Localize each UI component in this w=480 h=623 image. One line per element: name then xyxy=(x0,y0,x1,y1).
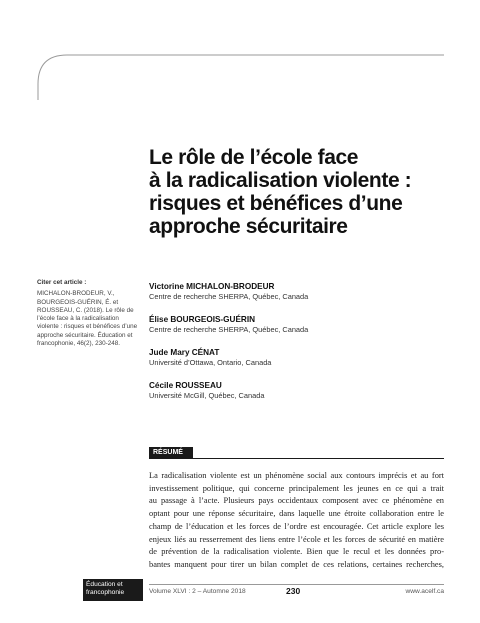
abstract-line: de prévention de la radicalisation violente. Bien que le recul et les données pro- xyxy=(149,547,444,557)
footer-rule xyxy=(149,584,444,585)
abstract-line: enjeux liés au resserrement des liens entre l’école et les forces de sécurité en matière xyxy=(149,534,444,544)
author-entry xyxy=(149,281,449,302)
citation-text: MICHALON-BRODEUR, V., BOURGEOIS-GUÉRIN, É. et ROUSSEAU, C. (2018). Le rôle de l’école face à la radicalisation violente : risques et bénéfices d’une approche sécuritaire. Éducation et francophonie, 46(2), 230-248. xyxy=(37,290,138,348)
abstract-line: champ de l’éducation et les forces de l’ordre est encouragée. Cet article explore les xyxy=(149,521,444,531)
abstract-line: optant pour une réponse sécuritaire, dans laquelle une étroite collaboration entre le xyxy=(149,509,444,519)
author-entry xyxy=(149,314,449,335)
abstract-line: au passage à l’acte. Plusieurs pays occidentaux composent avec ce phénomène en xyxy=(149,496,444,506)
abstract-text xyxy=(149,470,444,572)
citation-block xyxy=(37,279,139,348)
author-name: Victorine MICHALON-BRODEUR xyxy=(149,282,275,291)
resume-header xyxy=(149,447,444,459)
author-affiliation: Université McGill, Québec, Canada xyxy=(149,391,265,400)
author-affiliation: Université d’Ottawa, Ontario, Canada xyxy=(149,358,272,367)
author-affiliation: Centre de recherche SHERPA, Québec, Canada xyxy=(149,292,309,301)
author-affiliation: Centre de recherche SHERPA, Québec, Canada xyxy=(149,325,309,334)
logo-line: Éducation et xyxy=(86,581,123,588)
author-entry xyxy=(149,347,449,368)
author-name: Jude Mary CÉNAT xyxy=(149,348,220,357)
article-title xyxy=(149,146,449,238)
volume-info: Volume XLVI : 2 – Automne 2018 xyxy=(149,588,246,595)
resume-label: RÉSUMÉ xyxy=(149,447,193,459)
citation-heading: Citer cet article : xyxy=(37,279,87,286)
title-line: approche sécuritaire xyxy=(149,215,348,238)
page-number: 230 xyxy=(286,586,301,596)
abstract-line: investissement politique, qui concerne principalement les jeunes en ce qui a trait xyxy=(149,483,444,493)
title-line: Le rôle de l’école face xyxy=(149,146,359,169)
logo-line: francophonie xyxy=(86,589,125,596)
abstract-line: bantes manquent pour tirer un bilan complet de ces relations, certaines recherches, xyxy=(149,559,444,569)
title-line: risques et bénéfices d’une xyxy=(149,192,403,215)
title-line: à la radicalisation violente : xyxy=(149,169,412,192)
author-name: Cécile ROUSSEAU xyxy=(149,381,222,390)
website-link[interactable]: www.acelf.ca xyxy=(405,588,444,595)
author-name: Élise BOURGEOIS-GUÉRIN xyxy=(149,315,256,324)
journal-logo xyxy=(83,579,143,601)
resume-rule xyxy=(149,458,444,459)
author-list xyxy=(149,281,449,413)
abstract-line: La radicalisation violente est un phénomène social aux contours imprécis et au fort xyxy=(149,471,444,480)
author-entry xyxy=(149,380,449,401)
